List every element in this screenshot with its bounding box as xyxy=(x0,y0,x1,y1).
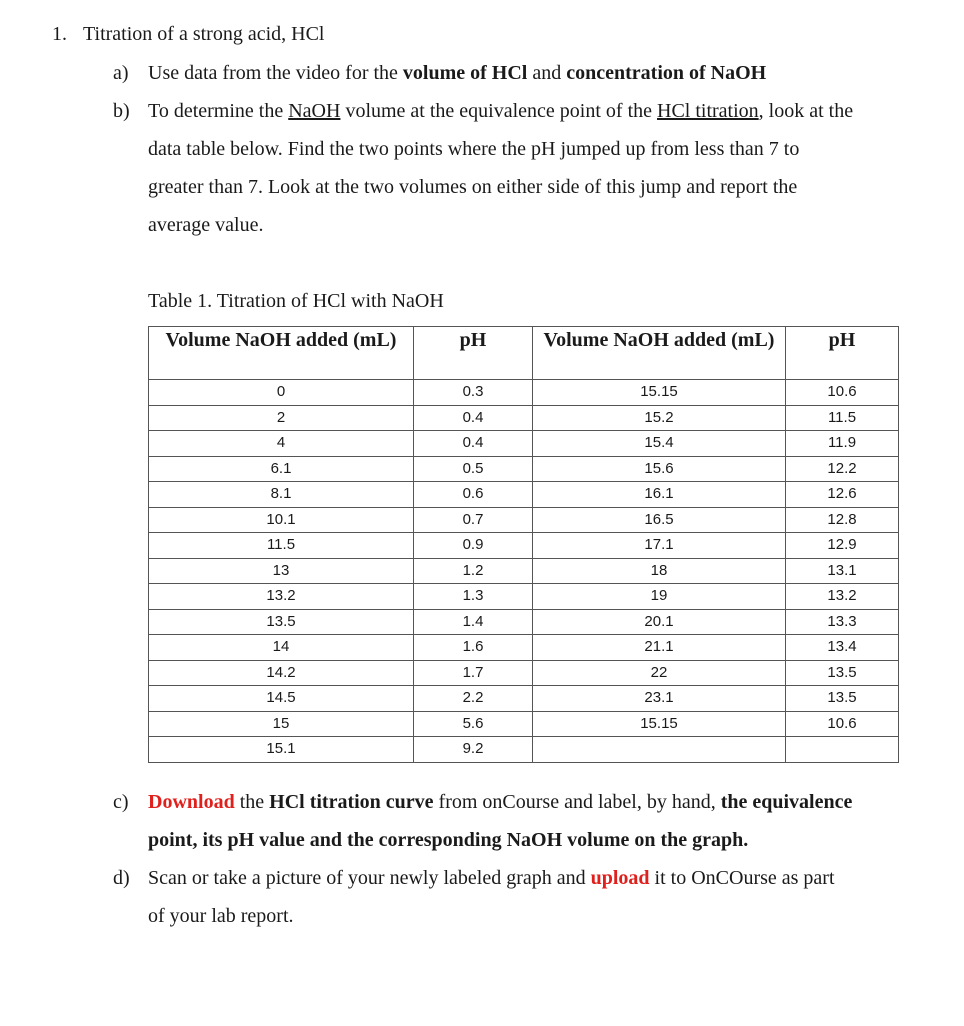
table-row xyxy=(149,737,899,763)
cell-volume-1: 13 xyxy=(149,558,414,584)
cell-ph-2: 12.8 xyxy=(786,507,899,533)
cell-ph-2: 13.5 xyxy=(786,686,899,712)
part-c-bold-1: HCl titration curve xyxy=(269,791,434,813)
download-link-text: Download xyxy=(148,791,235,813)
part-c-bold-2: the equivalence xyxy=(720,791,853,813)
upload-link-text: upload xyxy=(590,867,650,889)
part-d-text-1: Scan or take a picture of your newly labeled graph and xyxy=(148,867,591,889)
cell-ph-2: 13.1 xyxy=(786,558,899,584)
table-row xyxy=(149,711,899,737)
part-d-line-2: of your lab report. xyxy=(148,905,294,927)
part-c-text-1: the xyxy=(234,791,270,813)
cell-volume-2: 19 xyxy=(533,584,786,610)
header-volume-2: Volume NaOH added (mL) xyxy=(533,327,786,380)
cell-ph-2: 11.9 xyxy=(786,431,899,457)
table-row xyxy=(149,431,899,457)
table-row xyxy=(149,482,899,508)
cell-volume-2: 15.4 xyxy=(533,431,786,457)
cell-ph-2: 13.3 xyxy=(786,609,899,635)
header-ph-2: pH xyxy=(786,327,899,380)
cell-ph-2: 12.2 xyxy=(786,456,899,482)
cell-volume-1: 2 xyxy=(149,405,414,431)
part-b-underline-naoh: NaOH xyxy=(288,100,341,122)
part-a-text-2: and xyxy=(527,62,567,84)
part-d-text-2: it to OnCOurse as part xyxy=(649,867,835,889)
table-row xyxy=(149,686,899,712)
cell-volume-2: 17.1 xyxy=(533,533,786,559)
part-b-line-4: average value. xyxy=(148,214,264,236)
cell-ph-2 xyxy=(786,737,899,763)
cell-ph-1: 0.7 xyxy=(414,507,533,533)
cell-volume-2: 22 xyxy=(533,660,786,686)
cell-volume-1: 10.1 xyxy=(149,507,414,533)
titration-table xyxy=(148,326,899,763)
cell-volume-2: 15.2 xyxy=(533,405,786,431)
cell-volume-1: 14.5 xyxy=(149,686,414,712)
table-row xyxy=(149,584,899,610)
cell-ph-2: 11.5 xyxy=(786,405,899,431)
cell-volume-2: 18 xyxy=(533,558,786,584)
part-c-text xyxy=(148,790,852,814)
cell-ph-2: 12.9 xyxy=(786,533,899,559)
cell-volume-2: 20.1 xyxy=(533,609,786,635)
cell-volume-2: 15.15 xyxy=(533,380,786,406)
table-row xyxy=(149,507,899,533)
cell-ph-1: 1.6 xyxy=(414,635,533,661)
table-caption: Table 1. Titration of HCl with NaOH xyxy=(148,290,444,312)
cell-ph-1: 0.5 xyxy=(414,456,533,482)
cell-ph-2: 12.6 xyxy=(786,482,899,508)
part-a-text xyxy=(148,61,766,85)
cell-ph-2: 13.5 xyxy=(786,660,899,686)
cell-ph-1: 5.6 xyxy=(414,711,533,737)
cell-volume-2: 15.15 xyxy=(533,711,786,737)
table-row xyxy=(149,533,899,559)
part-a-text-1: Use data from the video for the xyxy=(148,62,403,84)
part-b-underline-hcl: HCl titration xyxy=(657,100,759,122)
cell-ph-1: 0.4 xyxy=(414,431,533,457)
part-b-text xyxy=(148,99,853,123)
table-header-row xyxy=(149,327,899,380)
cell-ph-1: 1.2 xyxy=(414,558,533,584)
part-b-text-1: To determine the xyxy=(148,100,289,122)
part-b-text-3: , look at the xyxy=(758,100,854,122)
table-row xyxy=(149,635,899,661)
cell-ph-1: 1.3 xyxy=(414,584,533,610)
header-ph-1: pH xyxy=(414,327,533,380)
part-d-label: d) xyxy=(113,867,130,889)
question-number: 1. xyxy=(52,23,67,45)
cell-volume-1: 8.1 xyxy=(149,482,414,508)
cell-volume-2: 15.6 xyxy=(533,456,786,482)
part-b-label: b) xyxy=(113,100,130,122)
part-c-text-2: from onCourse and label, by hand, xyxy=(433,791,721,813)
cell-ph-1: 1.7 xyxy=(414,660,533,686)
part-a-bold-1: volume of HCl xyxy=(402,62,528,84)
table-row xyxy=(149,405,899,431)
part-a-label: a) xyxy=(113,62,129,84)
part-b-text-2: volume at the equivalence point of the xyxy=(340,100,657,122)
table-row xyxy=(149,380,899,406)
part-c-line-2-bold: point, its pH value and the corresponding NaOH volume on the graph. xyxy=(148,829,749,851)
cell-ph-1: 9.2 xyxy=(414,737,533,763)
question-title: Titration of a strong acid, HCl xyxy=(83,23,325,45)
header-volume-1: Volume NaOH added (mL) xyxy=(149,327,414,380)
part-b-line-2: data table below. Find the two points where the pH jumped up from less than 7 to xyxy=(148,138,800,160)
cell-volume-1: 11.5 xyxy=(149,533,414,559)
part-b-line-3: greater than 7. Look at the two volumes on either side of this jump and report the xyxy=(148,176,798,198)
cell-volume-1: 15 xyxy=(149,711,414,737)
cell-ph-1: 1.4 xyxy=(414,609,533,635)
cell-volume-2: 23.1 xyxy=(533,686,786,712)
cell-volume-2: 16.1 xyxy=(533,482,786,508)
cell-ph-2: 10.6 xyxy=(786,380,899,406)
cell-volume-2: 16.5 xyxy=(533,507,786,533)
cell-ph-1: 0.4 xyxy=(414,405,533,431)
table-row xyxy=(149,660,899,686)
cell-volume-1: 14.2 xyxy=(149,660,414,686)
part-a-bold-2: concentration of NaOH xyxy=(566,62,767,84)
cell-volume-2 xyxy=(533,737,786,763)
cell-ph-2: 13.2 xyxy=(786,584,899,610)
part-d-text xyxy=(148,866,835,890)
cell-volume-1: 13.5 xyxy=(149,609,414,635)
part-c-line-2 xyxy=(148,828,748,852)
cell-volume-1: 0 xyxy=(149,380,414,406)
cell-ph-1: 2.2 xyxy=(414,686,533,712)
table-row xyxy=(149,456,899,482)
cell-volume-2: 21.1 xyxy=(533,635,786,661)
cell-ph-1: 0.3 xyxy=(414,380,533,406)
cell-ph-2: 13.4 xyxy=(786,635,899,661)
cell-ph-2: 10.6 xyxy=(786,711,899,737)
cell-volume-1: 15.1 xyxy=(149,737,414,763)
cell-volume-1: 6.1 xyxy=(149,456,414,482)
table-row xyxy=(149,609,899,635)
table-row xyxy=(149,558,899,584)
cell-volume-1: 13.2 xyxy=(149,584,414,610)
cell-ph-1: 0.9 xyxy=(414,533,533,559)
part-c-label: c) xyxy=(113,791,129,813)
cell-ph-1: 0.6 xyxy=(414,482,533,508)
table-body xyxy=(149,380,899,763)
cell-volume-1: 4 xyxy=(149,431,414,457)
cell-volume-1: 14 xyxy=(149,635,414,661)
